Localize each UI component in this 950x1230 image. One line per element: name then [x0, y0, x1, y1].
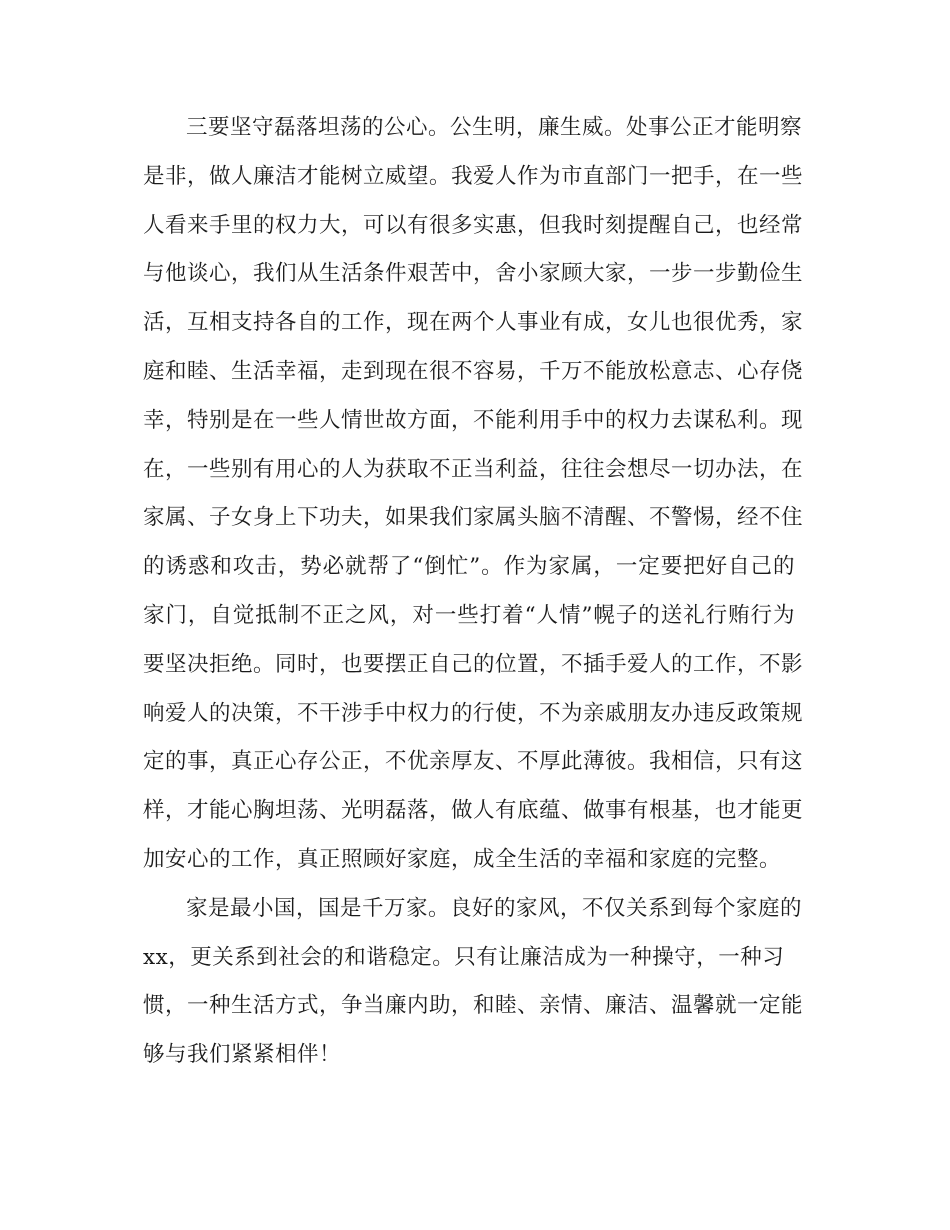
text-line: 响爱人的决策，不干涉手中权力的行使，不为亲戚朋友办违反政策规: [143, 700, 804, 726]
text-line: 要坚决拒绝。同时，也要摆正自己的位置，不插手爱人的工作，不影: [143, 651, 804, 677]
paragraph-1: [143, 104, 804, 885]
text-line: 家是最小国，国是千万家。良好的家风，不仅关系到每个家庭的: [186, 895, 803, 921]
body-text: [143, 104, 804, 1080]
text-line: 惯，一种生活方式，争当廉内助，和睦、亲情、廉洁、温馨就一定能: [143, 993, 804, 1019]
text-line: 人看来手里的权力大，可以有很多实惠，但我时刻提醒自己，也经常: [143, 212, 804, 238]
paragraph-2: [143, 885, 804, 1080]
text-line: 家门，自觉抵制不正之风，对一些打着“人情”幌子的送礼行贿行为: [143, 602, 795, 628]
text-line: 是非，做人廉洁才能树立威望。我爱人作为市直部门一把手，在一些: [143, 163, 804, 189]
text-line: 定的事，真正心存公正，不优亲厚友、不厚此薄彼。我相信，只有这: [143, 749, 804, 775]
text-line: 样，才能心胸坦荡、光明磊落，做人有底蕴、做事有根基，也才能更: [143, 798, 804, 824]
text-line: 三要坚守磊落坦荡的公心。公生明，廉生威。处事公正才能明察: [186, 115, 803, 140]
text-line: 家属、子女身上下功夫，如果我们家属头脑不清醒、不警惕，经不住: [143, 505, 804, 531]
text-line: 活，互相支持各自的工作，现在两个人事业有成，女儿也很优秀，家: [143, 310, 804, 336]
text-line: 加安心的工作，真正照顾好家庭，成全生活的幸福和家庭的完整。: [143, 846, 782, 872]
text-line: 的诱惑和攻击，势必就帮了“倒忙”。作为家属，一定要把好自己的: [143, 554, 795, 580]
text-line: 够与我们紧紧相伴！: [143, 1042, 342, 1068]
text-line: 与他谈心，我们从生活条件艰苦中，舍小家顾大家，一步一步勤俭生: [143, 261, 804, 287]
text-line: 在，一些别有用心的人为获取不正当利益，往往会想尽一切办法，在: [143, 456, 804, 482]
text-line: 幸，特别是在一些人情世故方面，不能利用手中的权力去谋私利。现: [143, 407, 804, 433]
text-line: 庭和睦、生活幸福，走到现在很不容易，千万不能放松意志、心存侥: [143, 358, 804, 384]
text-line: xx，更关系到社会的和谐稳定。只有让廉洁成为一种操守，一种习: [143, 944, 785, 970]
